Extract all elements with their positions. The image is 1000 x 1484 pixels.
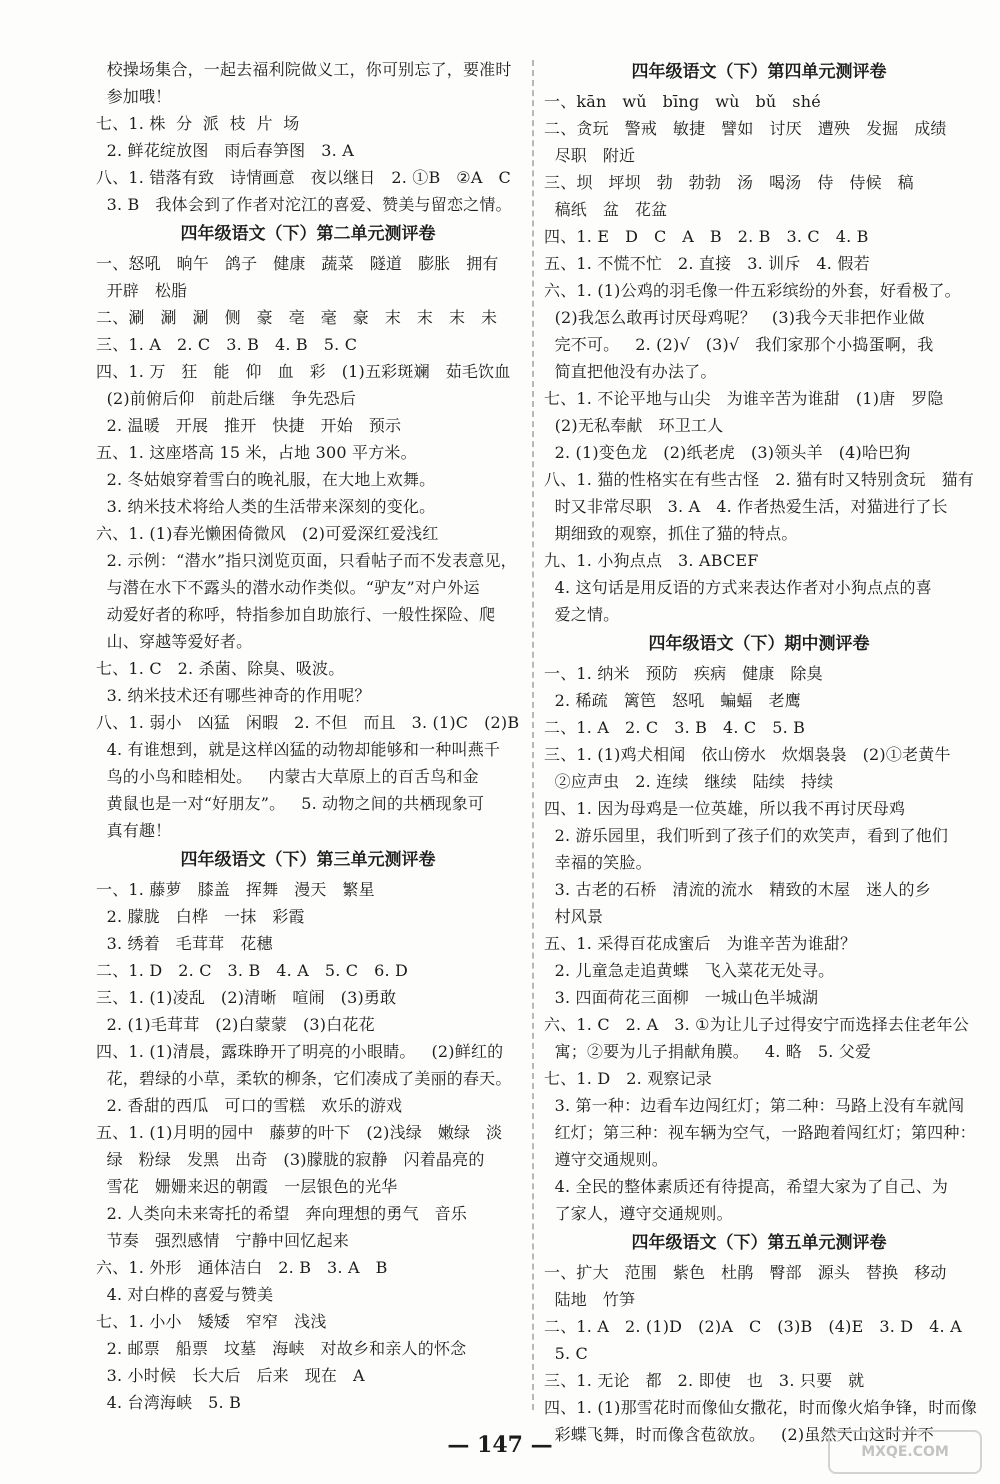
answer-line: 四、1. E D C A B 2. B 3. C 4. B xyxy=(544,227,869,246)
answer-line: 2. 游乐园里，我们听到了孩子们的欢笑声，看到了他们 xyxy=(544,826,949,845)
answer-line: 五、1. (1)月明的园中 藤萝的叶下 (2)浅绿 嫩绿 淡 xyxy=(96,1123,503,1142)
section-title: 四年级语文（下）第三单元测评卷 xyxy=(180,850,436,870)
answer-line: 三、1. A 2. C 3. B 4. B 5. C xyxy=(96,335,358,354)
section-title: 四年级语文（下）第四单元测评卷 xyxy=(631,62,887,82)
answer-line: 3. 第一种：边看车边闯红灯；第二种：马路上没有车就闯 xyxy=(544,1096,965,1115)
answer-line: 四、1. (1)清晨，露珠睁开了明亮的小眼睛。 (2)鲜红的 xyxy=(96,1042,504,1061)
answer-line: 五、1. 采得百花成蜜后 为谁辛苦为谁甜？ xyxy=(544,934,857,953)
answer-line: 2. (1)毛茸茸 (2)白蒙蒙 (3)白花花 xyxy=(96,1015,375,1034)
answer-line: 六、1. (1)春光懒困倚微风 (2)可爱深红爱浅红 xyxy=(96,524,439,543)
answer-line: 一、1. 藤萝 膝盖 挥舞 漫天 繁星 xyxy=(96,880,375,899)
answer-line: 雪花 姗姗来迟的朝霞 一层银色的光华 xyxy=(96,1177,398,1196)
answer-line: 三、1. (1)鸡犬相闻 依山傍水 炊烟袅袅 (2)①老黄牛 xyxy=(544,745,951,764)
answer-line: 2. 稀疏 篱笆 怒吼 蝙蝠 老鹰 xyxy=(544,691,801,710)
answer-line: 2. 朦胧 白桦 一抹 彩霞 xyxy=(96,907,305,926)
answer-line: 鸟的小鸟和睦相处。 内蒙古大草原上的百舌鸟和金 xyxy=(96,767,479,786)
answer-line: 2. 鲜花绽放图 雨后春笋图 3. A xyxy=(96,141,354,160)
answer-line: 真有趣！ xyxy=(96,821,172,840)
answer-line: 3. 四面荷花三面柳 一城山色半城湖 xyxy=(544,988,819,1007)
answer-line: 八、1. 弱小 凶猛 闲暇 2. 不但 而且 3. (1)C (2)B xyxy=(96,713,520,732)
answer-line: 一、怒吼 晌午 鸽子 健康 蔬菜 隧道 膨胀 拥有 xyxy=(96,254,499,273)
answer-line: 4. 有谁想到，就是这样凶猛的动物却能够和一种叫燕千 xyxy=(96,740,501,759)
answer-line: 与潜在水下不露头的潜水动作类似。“驴友”对户外运 xyxy=(96,578,480,597)
answer-line: 七、1. C 2. 杀菌、除臭、吸波。 xyxy=(96,659,345,678)
section-title: 四年级语文（下）第五单元测评卷 xyxy=(631,1233,887,1253)
answer-line: 九、1. 小狗点点 3. ABCEF xyxy=(544,551,759,570)
answer-line: 寓；②要为儿子捐献角膜。 4. 略 5. 父爱 xyxy=(544,1042,872,1061)
right-column xyxy=(544,56,978,1448)
answer-line: 红灯；第三种：视车辆为空气，一路跑着闯红灯；第四种： xyxy=(544,1123,976,1142)
answer-line: 绿 粉绿 发黑 出奇 (3)朦胧的寂静 闪着晶亮的 xyxy=(96,1150,485,1169)
answer-line: 2. 邮票 船票 坟墓 海峡 对故乡和亲人的怀念 xyxy=(96,1339,467,1358)
answer-line: 幸福的笑脸。 xyxy=(544,853,652,872)
answer-line: 2. 儿童急走追黄蝶 飞入菜花无处寻。 xyxy=(544,961,835,980)
answer-line: 尽职 附近 xyxy=(544,146,636,165)
answer-line: 三、1. (1)凌乱 (2)清晰 喧闹 (3)勇敢 xyxy=(96,988,397,1007)
answer-line: 2. 冬姑娘穿着雪白的晚礼服，在大地上欢舞。 xyxy=(96,470,436,489)
answer-line: 了家人，遵守交通规则。 xyxy=(544,1204,733,1223)
answer-line: 二、贪玩 警戒 敏捷 譬如 讨厌 遭殃 发掘 成绩 xyxy=(544,119,947,138)
answer-line: 四、1. (1)那雪花时而像仙女撒花，时而像火焰争锋，时而像 xyxy=(544,1398,978,1417)
answer-line: 八、1. 错落有致 诗情画意 夜以继日 2. ①B ②A C xyxy=(96,168,511,187)
answer-line: 三、坝 坪坝 勃 勃勃 汤 喝汤 侍 侍候 稿 xyxy=(544,173,914,192)
answer-line: 遵守交通规则。 xyxy=(544,1150,668,1169)
answer-line: 时又非常尽职 3. A 4. 作者热爱生活，对猫进行了长 xyxy=(544,497,948,516)
answer-line: 3. 纳米技术还有哪些神奇的作用呢？ xyxy=(96,686,371,705)
answer-line: 2. 温暖 开展 推开 快捷 开始 预示 xyxy=(96,416,402,435)
answer-line: 动爱好者的称呼，特指参加自助旅行、一般性探险、爬 xyxy=(96,605,496,624)
answer-line: 5. C xyxy=(544,1344,588,1363)
answer-line: 六、1. (1)公鸡的羽毛像一件五彩缤纷的外套，好看极了。 xyxy=(544,281,961,300)
section-title: 四年级语文（下）期中测评卷 xyxy=(648,634,870,654)
answer-line: 四、1. 因为母鸡是一位英雄，所以我不再讨厌母鸡 xyxy=(544,799,906,818)
answer-line: 参加哦！ xyxy=(96,87,172,106)
answer-line: 3. 绣着 毛茸茸 花穗 xyxy=(96,934,273,953)
section-title: 四年级语文（下）第二单元测评卷 xyxy=(180,224,436,244)
answer-line: 村风景 xyxy=(544,907,604,926)
answer-line: (2)前俯后仰 前赴后继 争先恐后 xyxy=(96,389,356,408)
answer-line: 2. 人类向未来寄托的希望 奔向理想的勇气 音乐 xyxy=(96,1204,468,1223)
answer-line: 4. 全民的整体素质还有待提高，希望大家为了自己、为 xyxy=(544,1177,949,1196)
watermark-logo: MXQE.COM xyxy=(828,1430,982,1474)
answer-line: 4. 对白桦的喜爱与赞美 xyxy=(96,1285,274,1304)
answer-line: 一、kān wǔ bīng wù bǔ shé xyxy=(544,92,821,111)
answer-line: 四、1. 万 狂 能 仰 血 彩 (1)五彩斑斓 茹毛饮血 xyxy=(96,362,511,381)
answer-line: 二、1. D 2. C 3. B 4. A 5. C 6. D xyxy=(96,961,409,980)
answer-line: 二、1. A 2. C 3. B 4. C 5. B xyxy=(544,718,806,737)
answer-line: 七、1. D 2. 观察记录 xyxy=(544,1069,712,1088)
answer-line: 五、1. 不慌不忙 2. 直接 3. 训斥 4. 假若 xyxy=(544,254,870,273)
answer-line: 节奏 强烈感情 宁静中回忆起来 xyxy=(96,1231,349,1250)
answer-line: 黄鼠也是一对“好朋友”。 5. 动物之间的共栖现象可 xyxy=(96,794,485,813)
answer-line: 二、涮 涮 涮 侧 豪 亳 毫 豪 末 末 末 未 xyxy=(96,308,498,327)
answer-line: 2. 示例：“潜水”指只浏览页面，只看帖子而不发表意见， xyxy=(96,551,517,570)
answer-line: 八、1. 猫的性格实在有些古怪 2. 猫有时又特别贪玩 猫有 xyxy=(544,470,975,489)
answer-line: 二、1. A 2. (1)D (2)A C (3)B (4)E 3. D 4. A xyxy=(544,1317,962,1336)
answer-line: 校操场集合，一起去福利院做义工，你可别忘了，要准时 xyxy=(96,60,512,79)
answer-line: 三、1. 无论 都 2. 即使 也 3. 只要 就 xyxy=(544,1371,865,1390)
answer-line: 3. 古老的石桥 清流的流水 精致的木屋 迷人的乡 xyxy=(544,880,931,899)
answer-line: 期细致的观察，抓住了猫的特点。 xyxy=(544,524,798,543)
answer-line: 六、1. 外形 通体洁白 2. B 3. A B xyxy=(96,1258,388,1277)
answer-line: 简直把他没有办法了。 xyxy=(544,362,717,381)
answer-line: 一、1. 纳米 预防 疾病 健康 除臭 xyxy=(544,664,823,683)
answer-line: 六、1. C 2. A 3. ①为让儿子过得安宁而选择去住老年公 xyxy=(544,1015,969,1034)
answer-line: 七、1. 不论平地与山尖 为谁辛苦为谁甜 (1)唐 罗隐 xyxy=(544,389,944,408)
answer-line: (2)我怎么敢再讨厌母鸡呢？ (3)我今天非把作业做 xyxy=(544,308,925,327)
column-divider xyxy=(532,60,534,1410)
left-column xyxy=(96,56,520,1416)
answer-line: 爱之情。 xyxy=(544,605,620,624)
answer-line: (2)无私奉献 环卫工人 xyxy=(544,416,724,435)
answer-line: 2. 香甜的西瓜 可口的雪糕 欢乐的游戏 xyxy=(96,1096,403,1115)
answer-line: 七、1. 株 分 派 枝 片 场 xyxy=(96,114,300,133)
answer-line: 开辟 松脂 xyxy=(96,281,188,300)
answer-line: ②应声虫 2. 连续 继续 陆续 持续 xyxy=(544,772,834,791)
answer-line: 4. 台湾海峡 5. B xyxy=(96,1393,242,1412)
answer-line: 3. 纳米技术将给人类的生活带来深刻的变化。 xyxy=(96,497,436,516)
answer-line: 稿纸 盆 花盆 xyxy=(544,200,668,219)
answer-line: 五、1. 这座塔高 15 米，占地 300 平方米。 xyxy=(96,443,417,462)
answer-line: 2. (1)变色龙 (2)纸老虎 (3)领头羊 (4)哈巴狗 xyxy=(544,443,911,462)
answer-line: 完不可。 2. (2)√ (3)√ 我们家那个小捣蛋啊，我 xyxy=(544,335,934,354)
answer-line: 3. B 我体会到了作者对沱江的喜爱、赞美与留恋之情。 xyxy=(96,195,512,214)
answer-line: 陆地 竹笋 xyxy=(544,1290,636,1309)
answer-line: 花，碧绿的小草，柔软的柳条，它们凑成了美丽的春天。 xyxy=(96,1069,512,1088)
answer-line: 一、扩大 范围 紫色 杜鹃 臀部 源头 替换 移动 xyxy=(544,1263,947,1282)
answer-line: 4. 这句话是用反语的方式来表达作者对小狗点点的喜 xyxy=(544,578,932,597)
answer-line: 七、1. 小小 矮矮 窄窄 浅浅 xyxy=(96,1312,327,1331)
answer-line: 3. 小时候 长大后 后来 现在 A xyxy=(96,1366,365,1385)
page-number: — 147 — xyxy=(447,1432,553,1458)
answer-line: 彩蝶飞舞，时而像含苞欲放。 (2)虽然天山这时并不 xyxy=(544,1425,934,1444)
answer-line: 山、穿越等爱好者。 xyxy=(96,632,253,651)
